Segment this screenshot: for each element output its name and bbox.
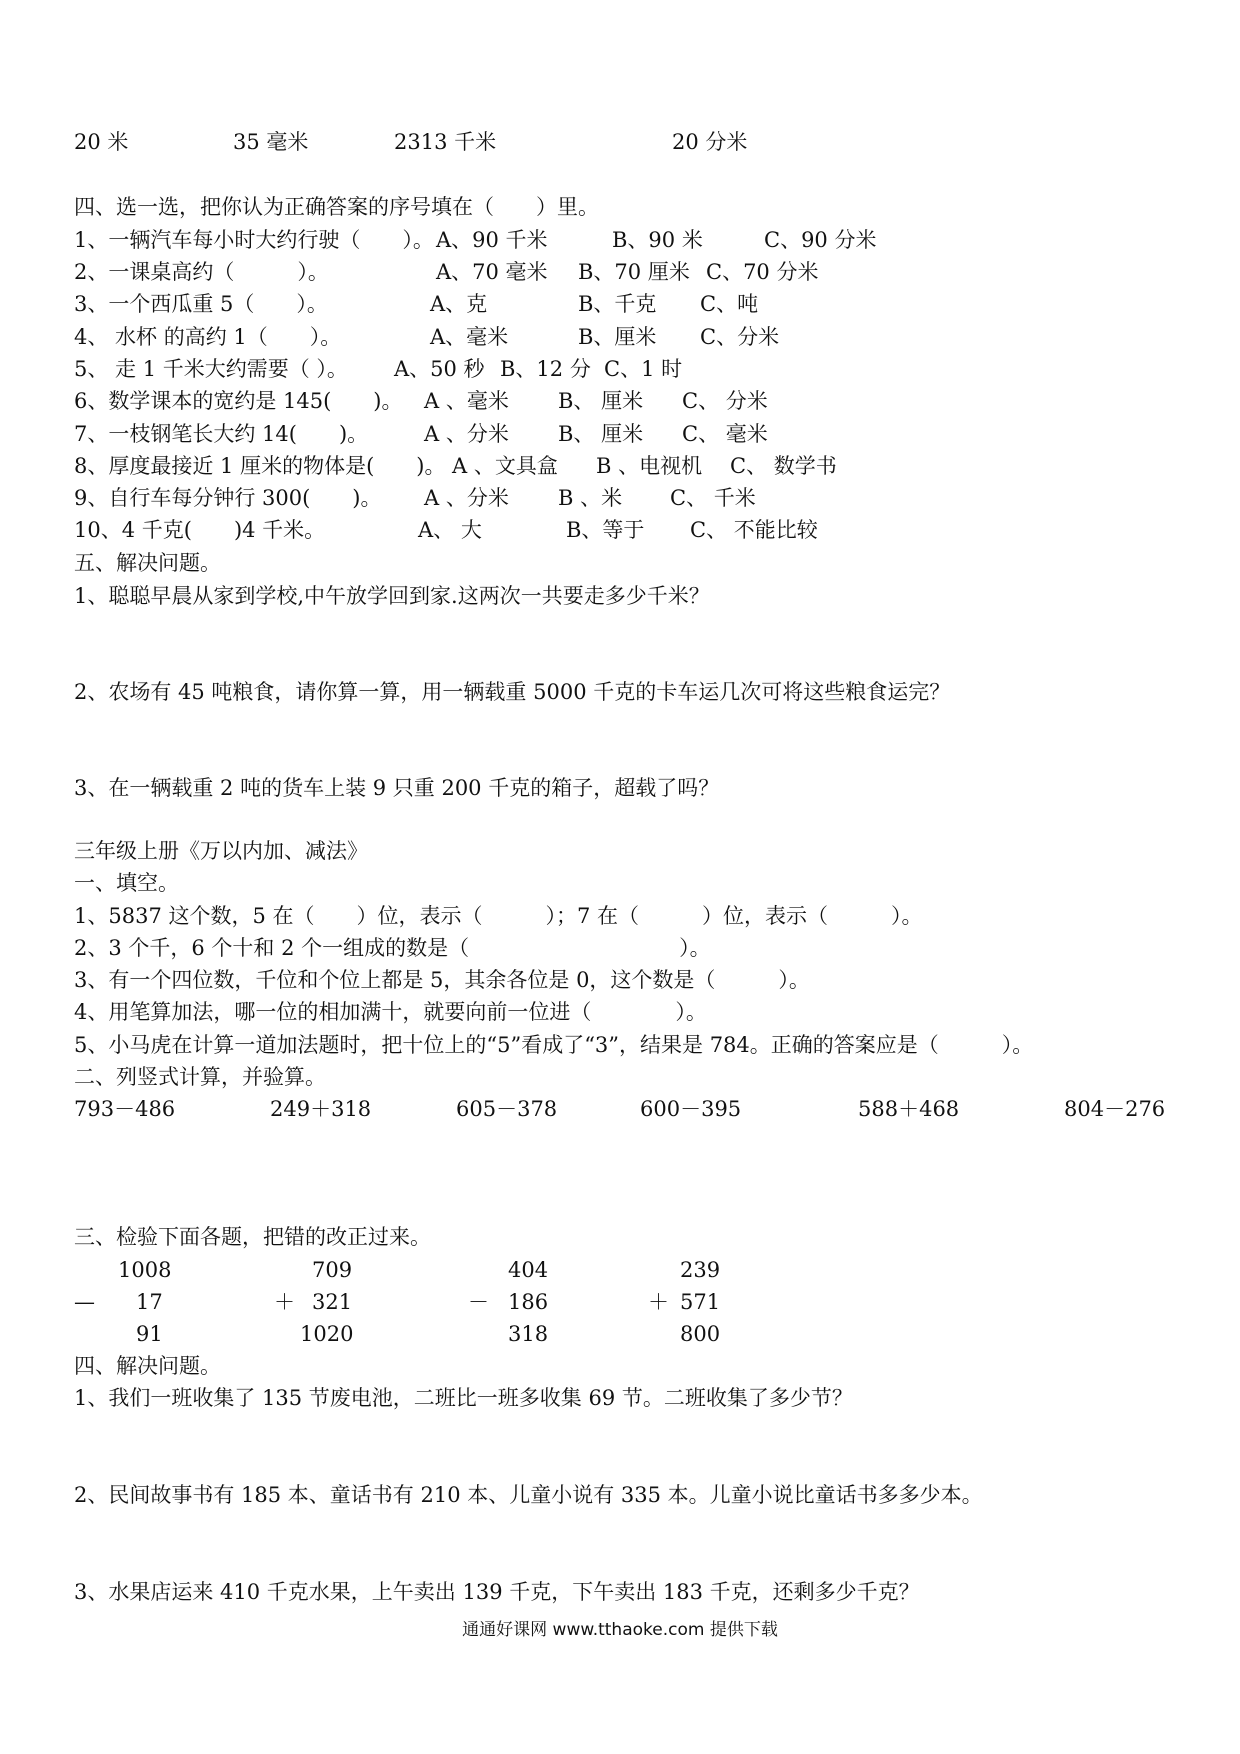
operand-mid: 321 [312, 1290, 353, 1314]
expression: 804－276 [1064, 1097, 1166, 1121]
unit-title: 三年级上册《万以内加、减法》 [74, 839, 368, 863]
word-problem: 3、水果店运来 410 千克水果，上午卖出 139 千克，下午卖出 183 千克，还剩多少千克？ [74, 1580, 920, 1604]
part2-title: 二、列竖式计算，并验算。 [74, 1065, 326, 1089]
result: 91 [136, 1322, 163, 1346]
choice-question: 2、一课桌高约（ ）。 A、70 毫米 B、70 厘米 C、70 分米 [74, 260, 819, 284]
word-problem: 1、聪聪早晨从家到学校,中午放学回到家.这两次一共要走多少千米？ [74, 584, 710, 608]
choice-question: 6、数学课本的宽约是 145( )。 A 、毫米 B、 厘米 C、 分米 [74, 389, 768, 413]
word-problem: 2、民间故事书有 185 本、童话书有 210 本、儿童小说有 335 本。儿童小说比童话书多多少本。 [74, 1483, 983, 1507]
unit-value: 20 米 [74, 130, 129, 154]
operand-mid: 17 [136, 1290, 163, 1314]
result: 1020 [300, 1322, 354, 1346]
fill-blank-item: 3、有一个四位数，千位和个位上都是 5，其余各位是 0，这个数是（ ）。 [74, 968, 810, 992]
result: 800 [680, 1322, 721, 1346]
unit-value: 20 分米 [672, 130, 748, 154]
fill-blank-item: 4、用笔算加法，哪一位的相加满十，就要向前一位进（ ）。 [74, 1000, 707, 1024]
part1-title: 一、填空。 [74, 871, 179, 895]
word-problem: 2、农场有 45 吨粮食，请你算一算，用一辆载重 5000 千克的卡车运几次可将这些粮食运完？ [74, 680, 951, 704]
unit-value: 35 毫米 [233, 130, 309, 154]
choice-question: 7、一枝钢笔长大约 14( )。 A 、分米 B、 厘米 C、 毫米 [74, 422, 768, 446]
operand-top: 709 [312, 1258, 353, 1282]
units-row [0, 126, 1240, 158]
operand-top: 239 [680, 1258, 721, 1282]
fill-blank-item: 1、5837 这个数，5 在（ ）位，表示（ ）；7 在（ ）位，表示（ ）。 [74, 904, 923, 928]
expression: 605－378 [456, 1097, 558, 1121]
choice-question: 4、 水杯 的高约 1（ ）。 A、毫米 B、厘米 C、分米 [74, 325, 780, 349]
fill-blank-item: 2、3 个千，6 个十和 2 个一组成的数是（ ）。 [74, 936, 711, 960]
operand-top: 1008 [118, 1258, 172, 1282]
part4-title: 四、解决问题。 [74, 1354, 221, 1378]
choice-question: 5、 走 1 千米大约需要（ ）。 A、50 秒 B、12 分 C、1 时 [74, 357, 683, 381]
choice-question: 8、厚度最接近 1 厘米的物体是( )。 A 、文具盒 B 、电视机 C、 数学书 [74, 454, 837, 478]
unit-value: 2313 千米 [394, 130, 497, 154]
operand-top: 404 [508, 1258, 549, 1282]
operator: ＋ [648, 1290, 669, 1314]
vertical-result-row [0, 1318, 1240, 1350]
footer-credit: 通通好课网 www.tthaoke.com 提供下载 [462, 1620, 778, 1640]
expression: 588＋468 [858, 1097, 960, 1121]
section4-title: 四、选一选，把你认为正确答案的序号填在（ ）里。 [74, 195, 599, 219]
choice-question: 3、一个西瓜重 5（ ）。 A、克 B、千克 C、吨 [74, 292, 759, 316]
expression-row [0, 1093, 1240, 1125]
result: 318 [508, 1322, 549, 1346]
operand-mid: 186 [508, 1290, 549, 1314]
operator: — [74, 1290, 95, 1314]
vertical-top-row [0, 1254, 1240, 1286]
operand-mid: 571 [680, 1290, 721, 1314]
operator: － [468, 1290, 489, 1314]
expression: 793－486 [74, 1097, 176, 1121]
vertical-mid-row [0, 1286, 1240, 1318]
expression: 249＋318 [270, 1097, 372, 1121]
operator: ＋ [274, 1290, 295, 1314]
choice-question: 1、一辆汽车每小时大约行驶（ ）。 A、90 千米 B、90 米 C、90 分米 [74, 228, 877, 252]
part3-title: 三、检验下面各题，把错的改正过来。 [74, 1225, 431, 1249]
fill-blank-item: 5、小马虎在计算一道加法题时，把十位上的“5”看成了“3”，结果是 784。正确的答案应是（ ）。 [74, 1033, 1034, 1057]
expression: 600－395 [640, 1097, 742, 1121]
section5-title: 五、解决问题。 [74, 551, 221, 575]
word-problem: 3、在一辆载重 2 吨的货车上装 9 只重 200 千克的箱子，超载了吗？ [74, 776, 720, 800]
choice-question: 10、4 千克( )4 千米。 A、 大 B、等于 C、 不能比较 [74, 518, 818, 542]
word-problem: 1、我们一班收集了 135 节废电池，二班比一班多收集 69 节。二班收集了多少节？ [74, 1386, 853, 1410]
choice-question: 9、自行车每分钟行 300( )。 A 、分米 B 、米 C、 千米 [74, 486, 756, 510]
